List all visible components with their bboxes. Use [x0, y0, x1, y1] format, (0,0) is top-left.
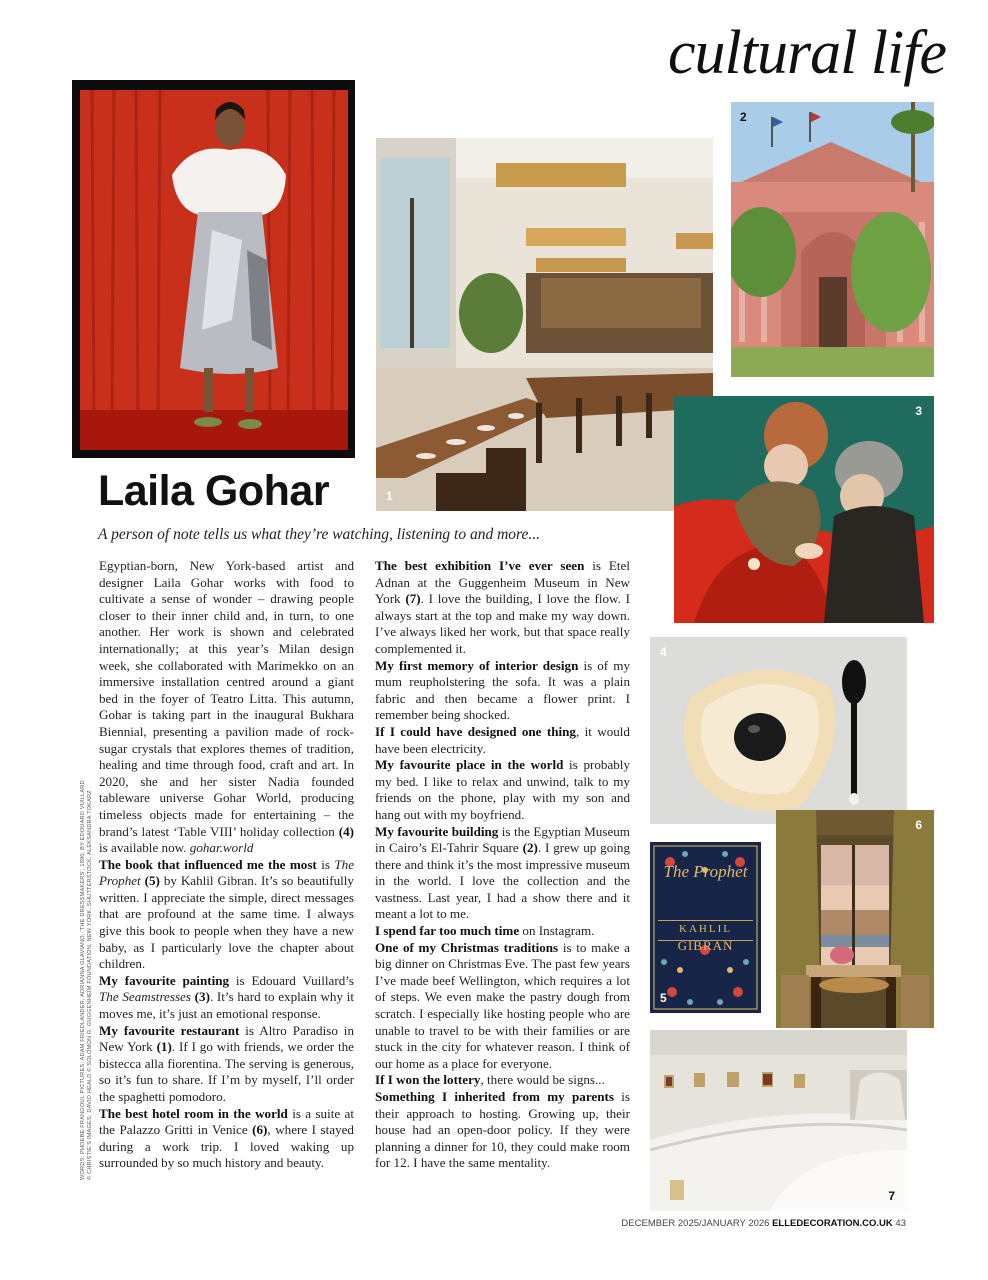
photo-number-4: 4 — [660, 645, 667, 659]
building-answer: My favourite building is the Egyptian Museum in Cairo’s El-Tahrir Square (2). I grew up going there and think it’s the most impressive museum in the world. I love the collection and the vastness. Last year, I had a show there and it meant a lot to me. — [375, 823, 630, 922]
photo-number-5: 5 — [660, 991, 667, 1005]
designed-answer: If I could have designed one thing, it would have been electricity. — [375, 723, 630, 756]
painting-photo — [674, 396, 934, 623]
page-number: 43 — [895, 1218, 906, 1229]
restaurant-answer: My favourite restaurant is Altro Paradiso in New York (1). If I go with friends, we order the bistecca alla fiorentina. The serving is generous, so it’s fun to share. If I’m by myself, I’ll order the spaghetti pomodoro. — [99, 1022, 354, 1104]
photo-number-1: 1 — [386, 489, 393, 503]
christmas-answer: One of my Christmas traditions is to make a big dinner on Christmas Eve. The past few years I’ve made beef Wellington, which requires a lot of steps. We even make the pastry dough from scratch. I especially like hosting people who are unable to travel to be with their families or are stuck in the city for whatever reason. I think of our home as a place for everyone. — [375, 939, 630, 1071]
intro-paragraph: Egyptian-born, New York-based artist and designer Laila Gohar works with food to cultivate a sense of wonder – drawing people closer to their inner child and, in turn, to one another. Her work is shown and celebrated internationally; at this year’s Milan design week, she collaborated with Marimekko on an immersive installation centred around a giant bed in the foyer of Teatro Litta. This autumn, Gohar is taking part in the inaugural Bukhara Biennial, presenting a pavilion made of rock-sugar crystals that explores themes of tradition, healing and time through food, craft and art. In 2020, she and her sister Nadia founded tableware universe Gohar World, producing timeless objects made for entertaining – the brand’s latest ‘Table VIII’ holiday collection (4) is available now. gohar.world — [99, 558, 354, 856]
article-column-2 — [375, 558, 630, 1172]
page-footer — [621, 1218, 906, 1229]
portrait-photo — [72, 80, 355, 458]
photo-credits: WORDS: PHOEBE FRANGOUL PICTURES: ADAM FRIEDLANDER, ADRIANNA GLAVIANO, ‘THE DRESSMAKERS’, 1890, BY EDOUARD VUILLARD © CHRISTIE’S IMAGES, DAVID HEALD © SOLOMON R. GUGGENHEIM FOUNDATION, NEW YORK, SHUTTERSTOCK, ALEKSANDRA TOKARZ — [80, 780, 93, 1180]
restaurant-photo — [376, 138, 713, 511]
photo-number-3: 3 — [915, 404, 922, 418]
painting-answer: My favourite painting is Edouard Vuillard’s The Seamstresses (3). It’s hard to explain why it moves me, it’s just an emotional response. — [99, 972, 354, 1022]
book-cover-title: The Prophet — [663, 862, 748, 881]
website-link[interactable]: gohar.world — [189, 840, 254, 856]
museum-photo — [731, 102, 934, 377]
time-answer: I spend far too much time on Instagram. — [375, 923, 595, 939]
site-link[interactable]: ELLEDECORATION.CO.UK — [772, 1218, 893, 1229]
section-title: cultural life — [667, 19, 946, 87]
caviar-photo — [650, 637, 907, 824]
photo-number-2: 2 — [740, 110, 747, 124]
lottery-answer: If I won the lottery, there would be signs... — [375, 1072, 605, 1088]
guggenheim-photo — [650, 1030, 907, 1211]
issue-date: DECEMBER 2025/JANUARY 2026 — [621, 1218, 770, 1229]
photo-number-6: 6 — [915, 818, 922, 832]
place-answer: My favourite place in the world is probably my bed. I like to relax and unwind, talk to my friends on the phone, play with my son and hang out with my boyfriend. — [375, 757, 630, 822]
memory-answer: My first memory of interior design is of my mum reupholstering the sofa. It was a plain fabric and then became a flower print. I remember being shocked. — [375, 657, 630, 723]
book-cover-photo — [650, 842, 761, 1013]
book-answer: The book that influenced me the most is The Prophet (5) by Kahlil Gibran. It’s so beautifully written. I appreciate the simple, direct messages that are profound at the same time. I always give this book to people when they have a new baby, as I particularly love the chapter about children. — [99, 856, 354, 972]
hotel-answer: The best hotel room in the world is a suite at the Palazzo Gritti in Venice (6), where I stayed during a work trip. I loved waking up surrounded by so much history and beauty. — [99, 1105, 354, 1171]
book-cover-author-first: KAHLIL — [679, 923, 732, 935]
standfirst: A person of note tells us what they’re watching, listening to and more... — [98, 526, 540, 543]
book-cover-author-last: GIBRAN — [677, 938, 734, 953]
article-column-1 — [99, 558, 354, 1172]
photo-number-7: 7 — [888, 1189, 895, 1203]
exhibition-answer: The best exhibition I’ve ever seen is Etel Adnan at the Guggenheim Museum in New York (7). I love the building, I love the flow. I always start at the top and make my way down. I’ve always liked her work, but that space really complemented it. — [375, 558, 630, 656]
person-name-heading: Laila Gohar — [98, 467, 330, 515]
hotel-photo — [776, 810, 934, 1028]
inherited-answer: Something I inherited from my parents is their approach to hosting. Growing up, their house had an open-door policy. If they were planning a dinner for 10, they could make room for 12. I have the same mentality. — [375, 1089, 630, 1171]
